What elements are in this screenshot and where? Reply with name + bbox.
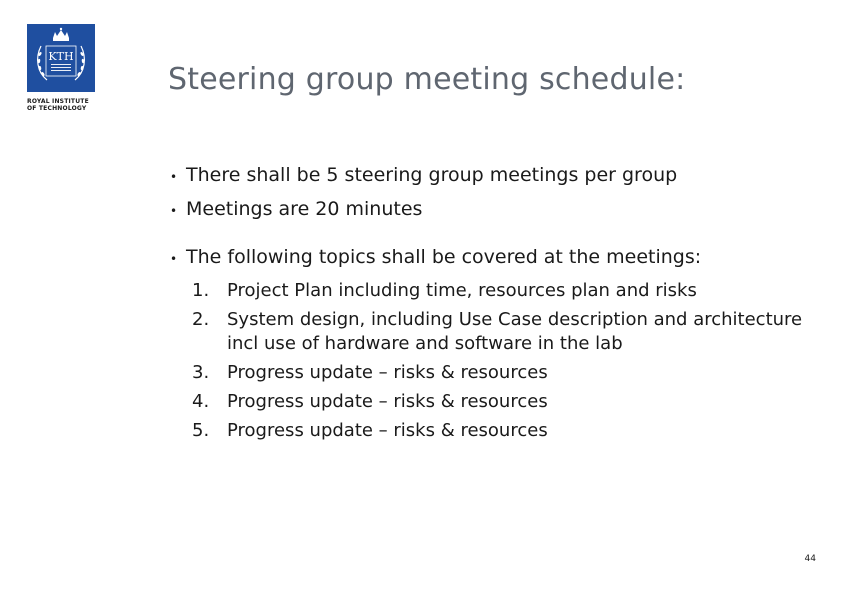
bullet-dot-icon: • [170, 170, 178, 184]
kth-logo [27, 24, 95, 112]
logo-caption: ROYAL INSTITUTE OF TECHNOLOGY [27, 98, 89, 112]
kth-emblem [27, 24, 95, 92]
bullet-item [170, 163, 810, 189]
topic-item [192, 308, 810, 356]
svg-text:KTH: KTH [48, 50, 74, 63]
topic-item [192, 361, 810, 385]
topic-text: System design, including Use Case description and architecture incl use of hardware and software in the lab [227, 309, 803, 354]
bullet-text: The following topics shall be covered at the meetings: [186, 246, 702, 268]
topic-item [192, 390, 810, 414]
topic-text: Progress update – risks & resources [227, 420, 548, 441]
topic-text: Project Plan including time, resources plan and risks [227, 280, 697, 301]
bullet-item [170, 245, 810, 271]
kth-crest-icon [27, 24, 95, 92]
topic-item [192, 279, 810, 303]
topics-list [192, 279, 810, 443]
bullet-text: There shall be 5 steering group meetings per group [186, 164, 678, 186]
slide-content [170, 163, 810, 448]
bullet-text: Meetings are 20 minutes [186, 198, 423, 220]
bullet-dot-icon: • [170, 252, 178, 266]
bullet-item [170, 197, 810, 223]
bullet-dot-icon: • [170, 204, 178, 218]
topic-number: 1. [192, 280, 210, 301]
topic-text: Progress update – risks & resources [227, 362, 548, 383]
page-number: 44 [804, 554, 816, 564]
topic-number: 2. [192, 309, 210, 330]
topic-item [192, 419, 810, 443]
topic-number: 3. [192, 362, 210, 383]
topic-number: 5. [192, 420, 210, 441]
slide-title: Steering group meeting schedule: [168, 62, 686, 97]
topic-number: 4. [192, 391, 210, 412]
topic-text: Progress update – risks & resources [227, 391, 548, 412]
